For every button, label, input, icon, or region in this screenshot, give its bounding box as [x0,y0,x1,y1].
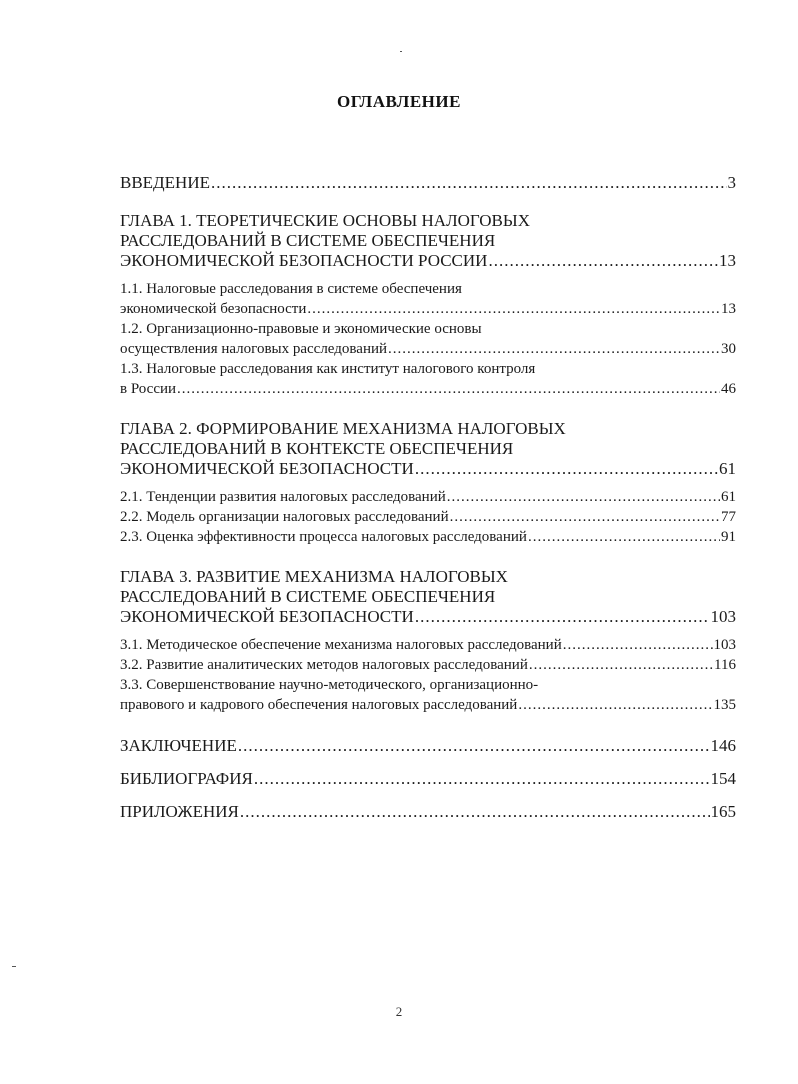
chapter-heading-line: РАССЛЕДОВАНИЙ В СИСТЕМЕ ОБЕСПЕЧЕНИЯ [120,231,496,250]
dot-leader [254,768,710,789]
chapter-heading-line: ГЛАВА 3. РАЗВИТИЕ МЕХАНИЗМА НАЛОГОВЫХ [120,567,508,586]
dot-leader [518,695,712,715]
dot-leader [528,527,720,547]
section-line: 1.3. Налоговые расследования как институт налогового контроля [120,361,536,377]
toc-entry-page: 30 [721,341,736,357]
toc-section-3-1[interactable] [120,635,736,655]
toc-entry-label: экономической безопасности [120,301,307,317]
toc-entry-page: 77 [721,509,736,525]
section-line: 1.1. Налоговые расследования в системе обеспечения [120,281,462,297]
toc-entry-bibliography[interactable] [120,768,736,789]
toc-section-1-2[interactable] [120,339,736,359]
dot-leader [240,801,710,822]
chapter-heading-line: ГЛАВА 2. ФОРМИРОВАНИЕ МЕХАНИЗМА НАЛОГОВЫХ [120,419,566,438]
toc-entry-label: ЭКОНОМИЧЕСКОЙ БЕЗОПАСНОСТИ [120,459,414,478]
toc-entry-label: правового и кадрового обеспечения налоговых расследований [120,697,518,713]
toc-section-2-2[interactable] [120,507,736,527]
toc-entry-page: 61 [721,489,736,505]
chapter-heading-line: РАССЛЕДОВАНИЙ В СИСТЕМЕ ОБЕСПЕЧЕНИЯ [120,587,496,606]
toc-entry-page: 103 [713,637,736,653]
chapter-heading-line: ГЛАВА 1. ТЕОРЕТИЧЕСКИЕ ОСНОВЫ НАЛОГОВЫХ [120,211,530,230]
chapter-heading-line: РАССЛЕДОВАНИЙ В КОНТЕКСТЕ ОБЕСПЕЧЕНИЯ [120,439,514,458]
toc-entry-label: 2.3. Оценка эффективности процесса налоговых расследований [120,529,527,545]
toc-title: ОГЛАВЛЕНИЕ [337,92,461,111]
toc-entry-page: 103 [710,607,736,626]
toc-entry-page: 13 [721,301,736,317]
toc-chapter-2 [120,419,736,547]
toc-entry-page: 46 [721,381,736,397]
chapter-heading-entry[interactable] [120,251,736,271]
toc-entry-label: 3.2. Развитие аналитических методов налоговых расследований [120,657,528,673]
toc-entry-conclusion[interactable] [120,735,736,756]
dot-leader [450,507,720,527]
dot-leader [177,379,720,399]
toc-entry-label: 3.1. Методическое обеспечение механизма налоговых расследований [120,637,562,653]
toc-entry-page: 135 [713,697,736,713]
toc-entry-page: 154 [710,769,736,788]
toc-section-2-1[interactable] [120,487,736,507]
toc-entry-page: 61 [719,459,736,478]
toc-entry-label: осуществления налоговых расследований [120,341,388,357]
toc-entry-intro[interactable] [120,172,736,193]
dot-leader [415,459,718,479]
dot-leader [388,339,720,359]
toc-section-1-1[interactable] [120,299,736,319]
table-of-contents [120,172,736,822]
chapter-heading-entry[interactable] [120,459,736,479]
dot-leader [238,735,710,756]
toc-entry-appendices[interactable] [120,801,736,822]
toc-chapter-3 [120,567,736,715]
dot-leader [563,635,713,655]
toc-entry-label: 2.1. Тенденции развития налоговых расследований [120,489,446,505]
toc-section-1-3[interactable] [120,379,736,399]
dot-leader [211,172,727,193]
page-number: 2 [395,1004,403,1019]
toc-entry-label: ПРИЛОЖЕНИЯ [120,802,239,821]
toc-entry-page: 165 [710,802,736,821]
toc-section-3-2[interactable] [120,655,736,675]
toc-entry-label: БИБЛИОГРАФИЯ [120,769,253,788]
toc-entry-label: ВВЕДЕНИЕ [120,173,210,192]
toc-entry-page: 3 [727,173,736,192]
toc-entry-label: ЭКОНОМИЧЕСКОЙ БЕЗОПАСНОСТИ РОССИИ [120,251,488,270]
toc-entry-label: ЭКОНОМИЧЕСКОЙ БЕЗОПАСНОСТИ [120,607,414,626]
toc-entry-label: в России [120,381,177,397]
section-line: 3.3. Совершенствование научно-методического, организационно- [120,677,539,693]
dot-leader [307,299,720,319]
toc-entry-page: 91 [721,529,736,545]
toc-entry-page: 146 [710,736,736,755]
toc-section-2-3[interactable] [120,527,736,547]
dot-leader [447,487,720,507]
toc-entry-label: ЗАКЛЮЧЕНИЕ [120,736,237,755]
section-line: 1.2. Организационно-правовые и экономические основы [120,321,482,337]
chapter-heading-entry[interactable] [120,607,736,627]
scan-speck [400,51,402,52]
toc-entry-page: 116 [714,657,736,673]
dot-leader [415,607,710,627]
dot-leader [488,251,718,271]
scan-speck [12,966,16,967]
toc-chapter-1 [120,211,736,399]
toc-entry-page: 13 [719,251,736,270]
toc-entry-label: 2.2. Модель организации налоговых расследований [120,509,449,525]
toc-section-3-3[interactable] [120,695,736,715]
dot-leader [529,655,713,675]
